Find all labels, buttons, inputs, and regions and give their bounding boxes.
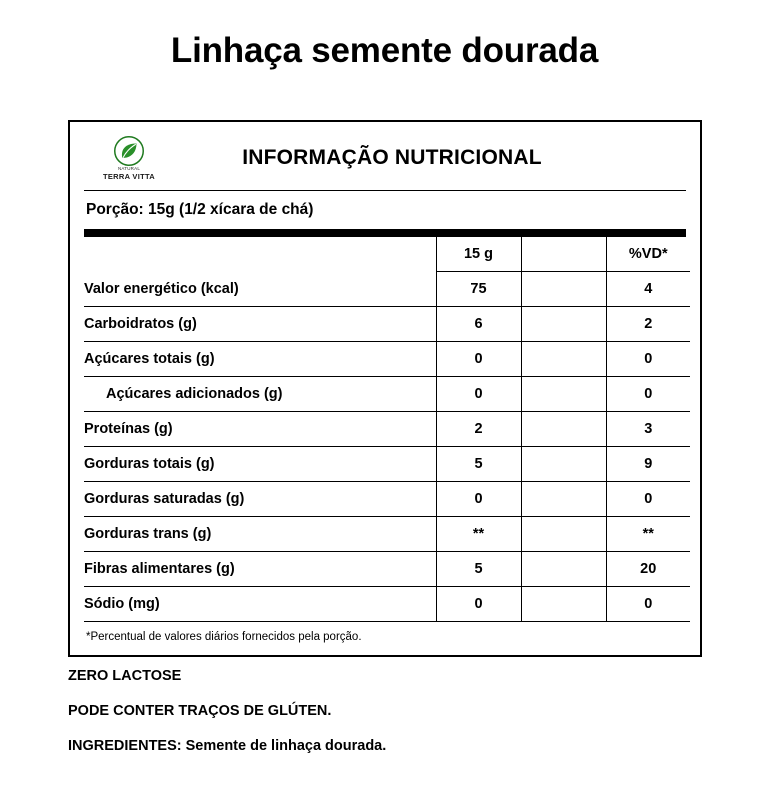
row-label: Sódio (mg) <box>84 587 436 622</box>
row-dv: 20 <box>606 552 690 587</box>
page-title: Linhaça semente dourada <box>170 31 599 70</box>
nutrition-table <box>84 237 690 622</box>
brand-logo <box>98 136 160 180</box>
row-label: Açúcares adicionados (g) <box>84 377 436 412</box>
row-label: Proteínas (g) <box>84 412 436 447</box>
row-middle <box>521 377 606 412</box>
row-label: Gorduras trans (g) <box>84 517 436 552</box>
row-middle <box>521 447 606 482</box>
label-page <box>0 32 769 801</box>
row-middle <box>521 272 606 307</box>
row-middle <box>521 587 606 622</box>
row-label: Gorduras saturadas (g) <box>84 482 436 517</box>
row-label: Valor energético (kcal) <box>84 272 436 307</box>
row-value: 0 <box>436 482 521 517</box>
col-header-value: 15 g <box>436 237 521 272</box>
row-label: Gorduras totais (g) <box>84 447 436 482</box>
row-value: 6 <box>436 307 521 342</box>
row-value: 75 <box>436 272 521 307</box>
brand-name-label: TERRA VITTA <box>102 171 156 181</box>
leaf-icon <box>114 136 144 166</box>
row-value: 0 <box>436 377 521 412</box>
table-row <box>84 482 690 517</box>
claims-block <box>68 668 708 773</box>
row-value: 5 <box>436 552 521 587</box>
col-header-dv: %VD* <box>606 237 690 272</box>
row-dv: ** <box>606 517 690 552</box>
nutrition-footnote: *Percentual de valores diários fornecidos pela porção. <box>86 631 362 643</box>
brand-sub-label: NATURAL <box>117 166 141 171</box>
row-middle <box>521 307 606 342</box>
row-label: Carboidratos (g) <box>84 307 436 342</box>
row-middle <box>521 517 606 552</box>
table-row <box>84 552 690 587</box>
col-header-middle <box>521 237 606 272</box>
row-middle <box>521 552 606 587</box>
table-header-row <box>84 237 690 272</box>
row-dv: 0 <box>606 377 690 412</box>
col-header-name <box>84 237 436 272</box>
row-middle <box>521 482 606 517</box>
row-value: 5 <box>436 447 521 482</box>
claim-zero-lactose: ZERO LACTOSE <box>68 668 182 684</box>
row-middle <box>521 342 606 377</box>
row-dv: 0 <box>606 342 690 377</box>
table-row <box>84 517 690 552</box>
nutrition-heading: INFORMAÇÃO NUTRICIONAL <box>242 146 542 169</box>
claim-gluten-traces: PODE CONTER TRAÇOS DE GLÚTEN. <box>68 703 332 719</box>
row-label: Açúcares totais (g) <box>84 342 436 377</box>
nutrition-facts-panel <box>68 120 702 657</box>
row-value: 2 <box>436 412 521 447</box>
table-row <box>84 272 690 307</box>
row-dv: 0 <box>606 482 690 517</box>
divider-thick <box>84 229 686 237</box>
row-dv: 3 <box>606 412 690 447</box>
row-value: 0 <box>436 342 521 377</box>
table-row <box>84 447 690 482</box>
row-dv: 2 <box>606 307 690 342</box>
row-middle <box>521 412 606 447</box>
portion-text: Porção: 15g (1/2 xícara de chá) <box>86 201 314 218</box>
row-label: Fibras alimentares (g) <box>84 552 436 587</box>
table-row <box>84 587 690 622</box>
table-row <box>84 307 690 342</box>
row-dv: 0 <box>606 587 690 622</box>
row-value: 0 <box>436 587 521 622</box>
row-value: ** <box>436 517 521 552</box>
table-row <box>84 412 690 447</box>
nutrition-table-body <box>84 237 690 622</box>
ingredients-text: INGREDIENTES: Semente de linhaça dourada. <box>68 738 387 754</box>
table-row <box>84 342 690 377</box>
row-dv: 9 <box>606 447 690 482</box>
nutrition-panel-header <box>84 132 686 190</box>
row-dv: 4 <box>606 272 690 307</box>
table-row <box>84 377 690 412</box>
